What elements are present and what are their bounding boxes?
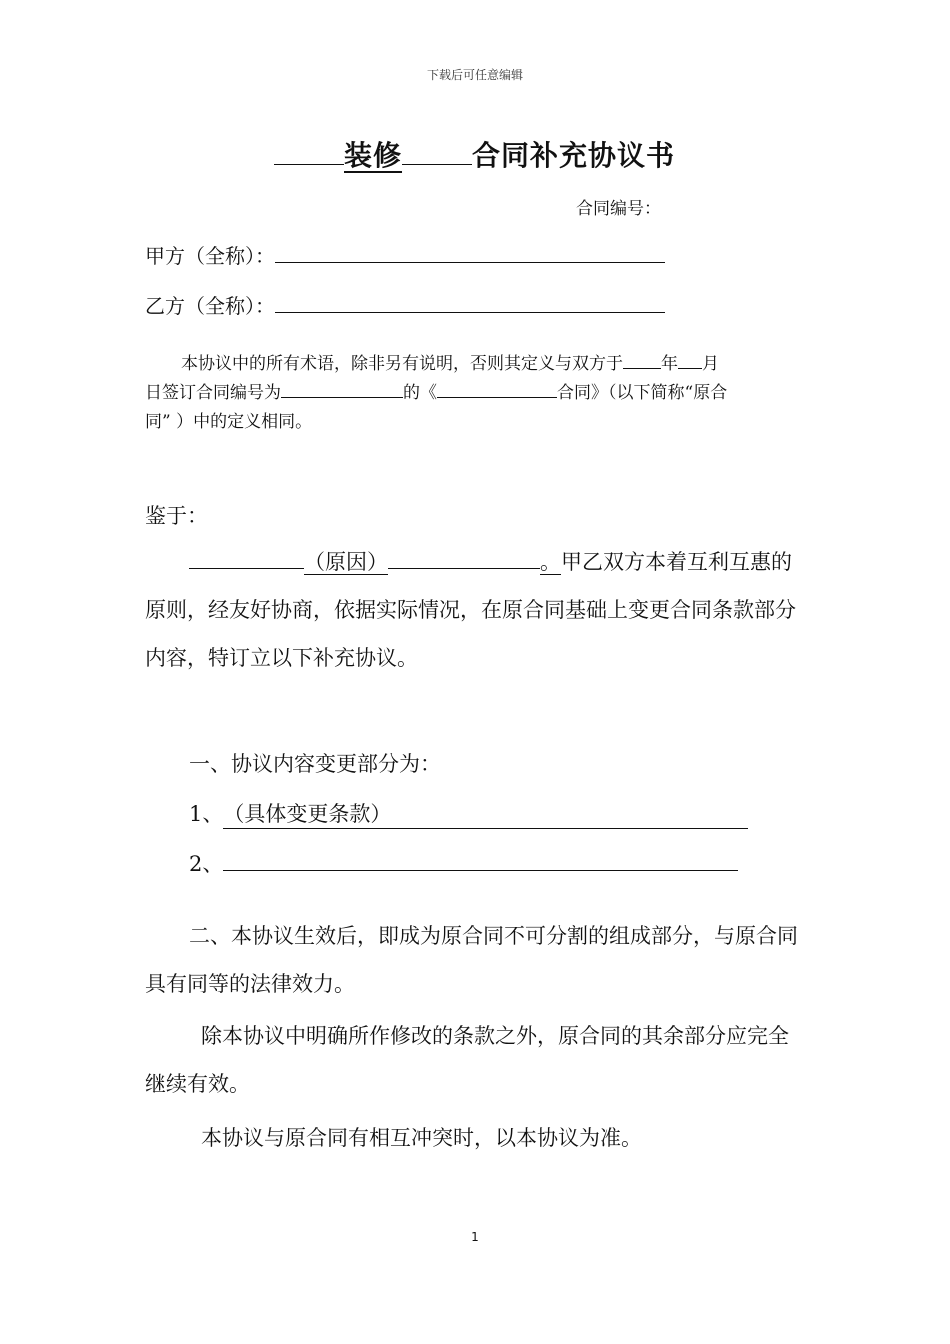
page-number: 1 — [471, 1230, 479, 1244]
item-2-line — [223, 848, 738, 871]
reason-placeholder: （原因） — [304, 550, 388, 574]
intro-text-3: 同” ）中的定义相同。 — [145, 412, 313, 432]
reason-period: 。 — [540, 550, 561, 574]
document-title — [274, 134, 675, 174]
year-blank — [623, 352, 661, 369]
intro-text-1: 本协议中的所有术语，除非另有说明，否则其定义与双方于 — [181, 354, 623, 374]
title-blank-left — [274, 142, 344, 165]
party-a-label: 甲方（全称）： — [145, 244, 275, 268]
party-b-blank — [275, 292, 665, 313]
item-1-line — [223, 798, 748, 829]
reason-blank-left — [189, 546, 304, 569]
intro-paragraph — [145, 350, 805, 437]
title-filled-text: 装修 — [344, 139, 403, 172]
reason-blank-right — [388, 546, 540, 569]
section-2-paragraph — [145, 912, 805, 1008]
item-2-number: 2、 — [189, 852, 224, 876]
contract-name-blank — [437, 381, 557, 398]
section-2-text: 二、本协议生效后，即成为原合同不可分割的组成部分，与原合同具有同等的法律效力。 — [145, 924, 798, 996]
reason-text: 甲乙双方本着互利互惠的原则，经友好协商，依据实际情况，在原合同基础上变更合同条款部分内容，特订立以下补充协议。 — [145, 550, 796, 670]
party-a-row — [145, 240, 665, 269]
whereas-label: 鉴于： — [145, 504, 208, 528]
party-a-blank — [275, 242, 665, 263]
intro-year: 年 — [661, 354, 678, 374]
item-1-text: （具体变更条款） — [223, 802, 392, 826]
item-1-number: 1、 — [189, 802, 224, 826]
change-item-2 — [189, 848, 738, 878]
intro-de: 的《 — [403, 383, 437, 403]
remaining-terms-paragraph — [145, 1012, 805, 1108]
contract-number-label: 合同编号： — [576, 199, 661, 219]
change-item-1 — [189, 798, 748, 829]
title-blank-right — [402, 142, 472, 165]
header-note: 下载后可任意编辑 — [426, 68, 523, 82]
remaining-terms-text: 除本协议中明确所作修改的条款之外，原合同的其余部分应完全继续有效。 — [145, 1024, 789, 1096]
party-b-label: 乙方（全称）： — [145, 294, 275, 318]
intro-text-2: 日签订合同编号为 — [145, 383, 281, 403]
intro-month: 月 — [702, 354, 719, 374]
month-blank — [678, 352, 702, 369]
conflict-clause: 本协议与原合同有相互冲突时，以本协议为准。 — [201, 1126, 642, 1150]
title-rest: 合同补充协议书 — [472, 139, 676, 172]
section-1-heading: 一、协议内容变更部分为： — [189, 752, 441, 776]
intro-contract: 合同》（以下简称“原合 — [557, 383, 728, 403]
contract-number-blank — [281, 381, 403, 398]
party-b-row — [145, 290, 665, 319]
reason-paragraph — [145, 538, 805, 682]
